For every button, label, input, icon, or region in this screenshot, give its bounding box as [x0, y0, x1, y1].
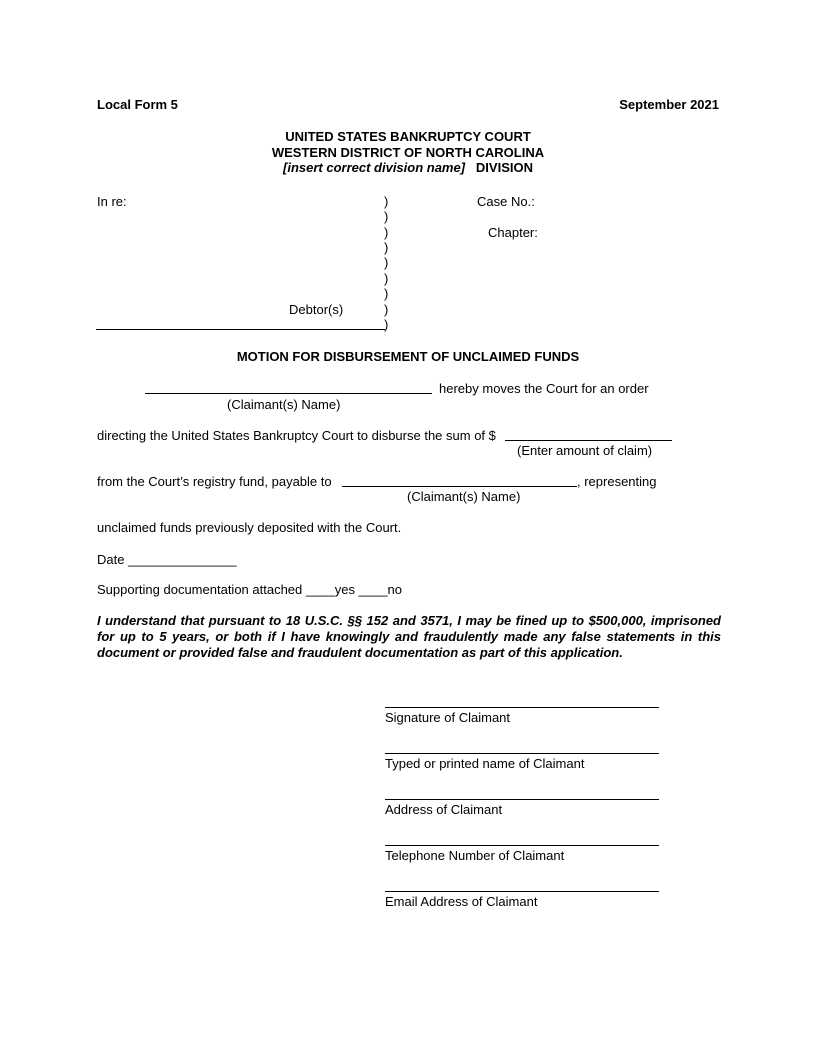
payee-name-label: (Claimant(s) Name) [407, 489, 521, 504]
penalty-warning: I understand that pursuant to 18 U.S.C. §§ 152 and 3571, I may be fined up to $500,000, imprisoned for up to 5 years, or both if I have knowingly and fraudulently made any false statements in this document or provided false and fraudulent documentation as part of this application. [97, 613, 721, 660]
caption-bracket: ) [384, 271, 389, 286]
address-field[interactable] [385, 799, 659, 800]
date-field[interactable]: Date _______________ [97, 552, 237, 567]
caption-bracket: ) [384, 194, 389, 209]
payable-text: from the Court’s registry fund, payable to [97, 474, 332, 489]
printed-name-field[interactable] [385, 753, 659, 754]
motion-title: MOTION FOR DISBURSEMENT OF UNCLAIMED FUNDS [236, 349, 580, 364]
directing-text: directing the United States Bankruptcy Court to disburse the sum of $ [97, 428, 496, 443]
division-line [0, 160, 816, 175]
moves-text: hereby moves the Court for an order [439, 381, 649, 396]
caption-underline [96, 329, 385, 330]
unclaimed-text: unclaimed funds previously deposited with the Court. [97, 520, 402, 535]
caption-bracket: ) [384, 255, 389, 270]
chapter-label: Chapter: [488, 225, 538, 240]
claim-amount-field[interactable] [505, 440, 672, 441]
in-re-label: In re: [97, 194, 127, 209]
supporting-docs-line[interactable]: Supporting documentation attached ____yes ____no [97, 582, 403, 597]
printed-name-label: Typed or printed name of Claimant [385, 756, 585, 771]
court-name: UNITED STATES BANKRUPTCY COURT [285, 129, 531, 144]
case-no-label: Case No.: [477, 194, 535, 209]
amount-label: (Enter amount of claim) [517, 443, 653, 458]
caption-bracket: ) [384, 317, 389, 332]
caption-bracket: ) [384, 225, 389, 240]
debtor-label: Debtor(s) [289, 302, 344, 317]
signature-label: Signature of Claimant [385, 710, 511, 725]
payee-name-field[interactable] [342, 486, 577, 487]
caption-bracket: ) [384, 302, 389, 317]
caption-bracket: ) [384, 240, 389, 255]
claimant-name-label: (Claimant(s) Name) [227, 397, 341, 412]
email-field[interactable] [385, 891, 659, 892]
caption-bracket: ) [384, 209, 389, 224]
telephone-field[interactable] [385, 845, 659, 846]
form-label: Local Form 5 [97, 97, 178, 112]
address-label: Address of Claimant [385, 802, 503, 817]
caption-bracket: ) [384, 286, 389, 301]
telephone-label: Telephone Number of Claimant [385, 848, 565, 863]
signature-field[interactable] [385, 707, 659, 708]
district-name: WESTERN DISTRICT OF NORTH CAROLINA [271, 145, 545, 160]
email-label: Email Address of Claimant [385, 894, 538, 909]
division-word: DIVISION [475, 160, 533, 175]
representing-text: , representing [577, 474, 657, 489]
division-placeholder: [insert correct division name] [283, 160, 466, 175]
form-date: September 2021 [619, 97, 719, 112]
claimant-name-field[interactable] [145, 393, 432, 394]
